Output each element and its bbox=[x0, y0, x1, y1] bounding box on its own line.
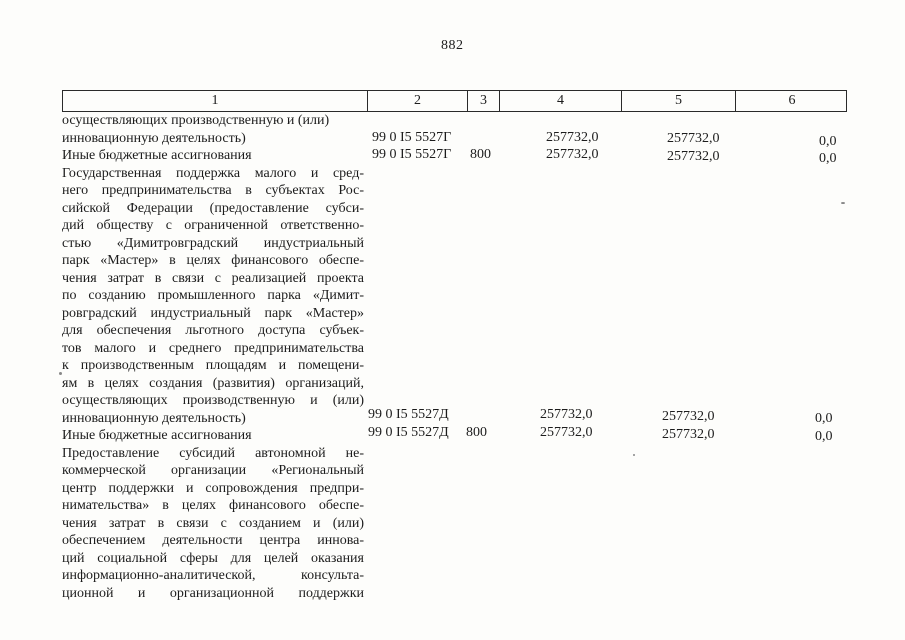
description-line: Предоставление субсидий автономной не- bbox=[62, 445, 364, 461]
page-number: 882 bbox=[441, 38, 464, 53]
description-line: Государственная поддержка малого и сред- bbox=[62, 165, 364, 181]
description-line: ям в целях создания (развития) организаций, bbox=[62, 375, 364, 391]
row-code: 99 0 I5 5527Г bbox=[372, 147, 452, 162]
description-line: чения затрат в связи с реализацией проекта bbox=[62, 270, 364, 286]
header-col-3: 3 bbox=[467, 91, 499, 111]
header-col-2: 2 bbox=[367, 91, 467, 111]
description-line: информационно-аналитической, консульта- bbox=[62, 568, 364, 583]
header-col-5: 5 bbox=[621, 91, 735, 111]
row-col5: 257732,0 bbox=[667, 149, 720, 164]
description-column bbox=[62, 112, 364, 602]
description-line: парк «Мастер» в целях финансового обеспе- bbox=[62, 253, 364, 268]
row-col4: 257732,0 bbox=[540, 407, 593, 422]
row-col4: 257732,0 bbox=[546, 130, 599, 145]
description-line: для обеспечения льготного доступа субъек- bbox=[62, 323, 364, 338]
description-line: нимательства» в целях финансового обеспе- bbox=[62, 498, 364, 513]
header-col-4: 4 bbox=[499, 91, 621, 111]
row-col4: 257732,0 bbox=[546, 147, 599, 162]
description-line: коммерческой организации «Региональный bbox=[62, 463, 364, 478]
description-line: Иные бюджетные ассигнования bbox=[62, 428, 252, 443]
table-header bbox=[62, 90, 847, 112]
scan-speck bbox=[59, 372, 62, 375]
scan-speck bbox=[841, 202, 845, 204]
description-line: инновационную деятельность) bbox=[62, 410, 246, 426]
header-col-6: 6 bbox=[735, 91, 848, 111]
description-line: ционной и организационной поддержки bbox=[62, 585, 364, 601]
row-col5: 257732,0 bbox=[667, 131, 720, 146]
description-line: стью «Димитровградский индустриальный bbox=[62, 235, 364, 251]
row-code: 99 0 I5 5527Д bbox=[368, 407, 449, 422]
description-line: дий обществу с ограниченной ответственно- bbox=[62, 218, 364, 233]
row-col6: 0,0 bbox=[815, 429, 833, 444]
row-kind: 800 bbox=[466, 425, 487, 440]
description-line: него предпринимательства в субъектах Рос- bbox=[62, 183, 364, 198]
description-line: чения затрат в связи с созданием и (или) bbox=[62, 515, 364, 531]
header-col-1: 1 bbox=[211, 93, 219, 108]
row-code: 99 0 I5 5527Д bbox=[368, 425, 449, 440]
description-line: осуществляющих производственную и (или) bbox=[62, 113, 330, 128]
description-line: осуществляющих производственную и (или) bbox=[62, 393, 364, 408]
row-col6: 0,0 bbox=[819, 151, 837, 166]
description-line: центр поддержки и сопровождения предпри- bbox=[62, 480, 364, 496]
description-line: по созданию промышленного парка «Димит- bbox=[62, 288, 364, 303]
row-col4: 257732,0 bbox=[540, 425, 593, 440]
description-line: инновационную деятельность) bbox=[62, 130, 246, 146]
row-col6: 0,0 bbox=[819, 134, 837, 149]
description-line: ровградский индустриальный парк «Мастер» bbox=[62, 305, 364, 321]
row-code: 99 0 I5 5527Г bbox=[372, 130, 452, 145]
description-line: тов малого и среднего предпринимательства bbox=[62, 340, 364, 356]
description-line: обеспечением деятельности центра иннова- bbox=[62, 533, 364, 548]
row-col5: 257732,0 bbox=[662, 409, 715, 424]
row-kind: 800 bbox=[470, 147, 491, 162]
description-line: к производственным площадям и помещени- bbox=[62, 358, 364, 373]
description-line: Иные бюджетные ассигнования bbox=[62, 148, 252, 163]
description-line: сийской Федерации (предоставление субси- bbox=[62, 200, 364, 216]
row-col5: 257732,0 bbox=[662, 427, 715, 442]
scan-speck bbox=[633, 454, 635, 456]
row-col6: 0,0 bbox=[815, 411, 833, 426]
description-line: ций социальной сферы для целей оказания bbox=[62, 550, 364, 566]
